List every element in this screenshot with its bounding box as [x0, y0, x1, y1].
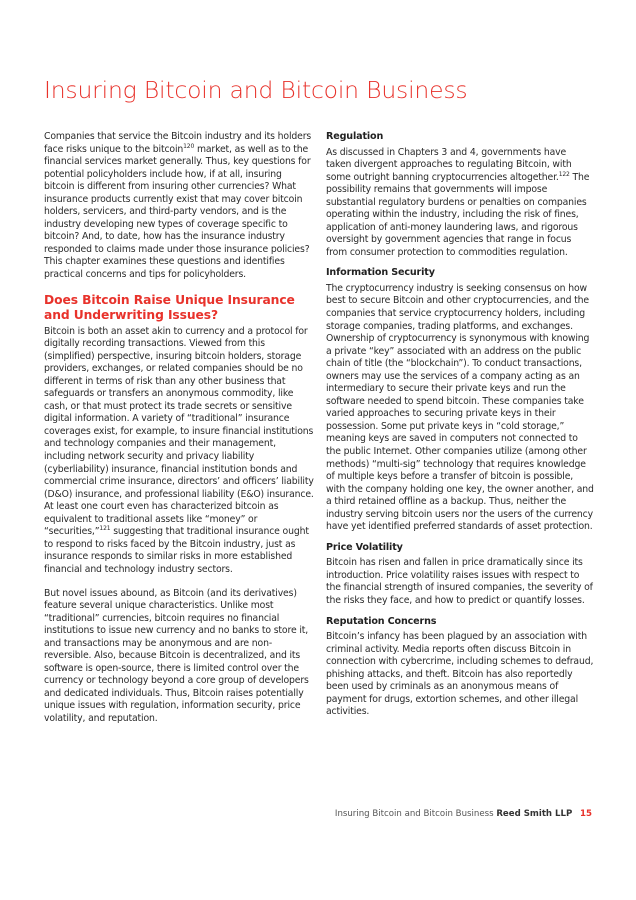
footnote-ref-122: 122: [558, 170, 570, 178]
body-paragraph-2: But novel issues abound, as Bitcoin (and its derivatives) feature several unique characteristics. Unlike most “traditional” currencies, bitcoin requires no financial institutions to issue new currency and no banks to store it, and transactions may be anonymous and are non-reversible. Also, because Bitcoin is decentralized, and its software is open-source, there is limited control over the currency or technology beyond a core group of developers and dedicated individuals. Thus, Bitcoin raises potentially unique issues with regulation, information security, price volatility, and reputation.: [44, 587, 309, 724]
right-column: [326, 131, 594, 727]
body-paragraph-1-text: Bitcoin is both an asset akin to currency and a protocol for digitally recording transactions. Viewed from this (simplified) perspective, insuring bitcoin holders, storage providers, exchanges, or related companies should be no different in terms of risk than any other business that safeguards or transfers an anonymous commodity, like cash, or that must protect its trade secrets or sensitive digital information. A variety of “traditional” insurance coverages exist, for example, to insure financial institutions and technology companies and their management, including network security and privacy liability (cyberliability) insurance, financial institution bonds and commercial crime insurance, directors’ and officers’ liability (D&O) insurance, and professional liability (E&O) insurance. At least one court even has characterized bitcoin as equivalent to traditional assets like “money” or “securities,”: [44, 325, 314, 538]
regulation-text-rest: The possibility remains that governments will impose substantial regulatory burdens or penalties on companies operating within the industry, including the risk of fines, application of anti-money laundering laws, and rigorous oversight by government agencies that range in focus from consumer protection to commodities regulation.: [326, 171, 590, 258]
information-security-paragraph: The cryptocurrency industry is seeking consensus on how best to secure Bitcoin and other cryptocurrencies, and the companies that service cryptocurrency holders, including storage companies, trading platforms, and exchanges. Ownership of cryptocurrency is synonymous with knowing a private “key” associated with an address on the public chain of title (the “blockchain”). To conduct transactions, owners may use the services of a company acting as an intermediary to secure their private keys and run the software needed to spend bitcoin. These companies take varied approaches to securing private keys in their possession. Some put private keys in “cold storage,” meaning keys are saved in computers not connected to the public Internet. Other companies utilize (among other methods) “multi-sig” technology that requires knowledge of multiple keys before a transfer of bitcoin is possible, with the company holding one key, the owner another, and a third retained offline as a backup. Thus, neither the industry serving bitcoin users nor the users of the currency have yet identified preferred standards of asset protection.: [326, 282, 594, 533]
intro-text-rest: market, as well as to the financial services market generally. Thus, key questions for potential policyholders include how, if at all, insuring bitcoin is different from insuring other currencies? What insurance products currently exist that may cover bitcoin holders, servicers, and third-party vendors, and is the industry developing new types of coverage specific to bitcoin? And, to date, how has the insurance industry responded to claims made under those insurance policies? This chapter examines these questions and identifies practical concerns and tips for policyholders.: [44, 143, 311, 281]
reputation-concerns-paragraph: Bitcoin’s infancy has been plagued by an association with criminal activity. Media reports often discuss Bitcoin in connection with cybercrime, including schemes to defraud, phishing attacks, and theft. Bitcoin has also reportedly been used by criminals as an anonymous means of payment for drugs, extortion schemes, and other illegal activities.: [326, 631, 594, 718]
page-number: 15: [580, 809, 592, 819]
footer-chapter-title: Insuring Bitcoin and Bitcoin Business: [334, 809, 494, 819]
regulation-text: As discussed in Chapters 3 and 4, governments have taken divergent approaches to regulating Bitcoin, with some outright banning cryptocurrencies altogether.: [326, 146, 572, 183]
reputation-concerns-heading: Reputation Concerns: [326, 615, 437, 627]
page-footer: [335, 808, 592, 820]
page-title: Insuring Bitcoin and Bitcoin Business: [44, 76, 468, 104]
body-paragraph-1-rest: suggesting that traditional insurance ought to respond to risks faced by the Bitcoin industry, just as insurance responds to similar risks in more established financial and technology industry sectors.: [44, 526, 309, 575]
footer-firm-name: Reed Smith LLP: [496, 809, 573, 819]
information-security-heading: Information Security: [326, 267, 435, 279]
footnote-ref-121: 121: [99, 525, 111, 533]
regulation-paragraph: [326, 147, 594, 260]
section-heading: Does Bitcoin Raise Unique Insurance and Underwriting Issues?: [44, 292, 295, 323]
regulation-heading: Regulation: [326, 131, 384, 142]
price-volatility-paragraph: Bitcoin has risen and fallen in price dramatically since its introduction. Price volatility raises issues with respect to the financial strength of insured companies, the severity of the risks they face, and how to predict or quantify losses.: [326, 557, 593, 606]
left-column: [44, 131, 314, 737]
intro-text: Companies that service the Bitcoin industry and its holders face risks unique to the bitcoin: [44, 131, 312, 155]
intro-paragraph: [44, 131, 314, 282]
footnote-ref-120: 120: [183, 142, 195, 150]
price-volatility-heading: Price Volatility: [326, 541, 403, 553]
body-paragraph-1: [44, 326, 314, 577]
